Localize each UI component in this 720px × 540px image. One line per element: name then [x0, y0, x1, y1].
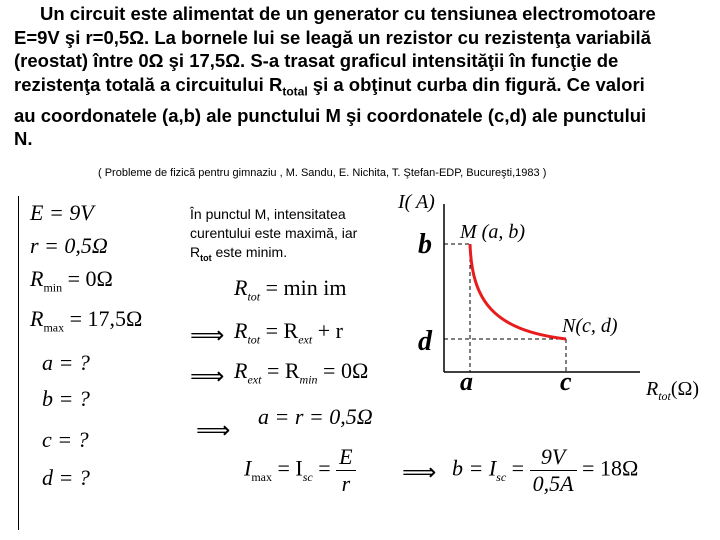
given-rmin-val: = 0Ω	[62, 266, 113, 291]
x-axis-label-r: R	[646, 378, 659, 400]
step-2-sub: tot	[247, 332, 261, 347]
unknown-b-text: b = ?	[42, 386, 90, 411]
step-6-b: b = I	[452, 455, 497, 481]
note-line-1: În punctul M, intensitatea	[190, 206, 346, 222]
step-2-R: R	[234, 318, 248, 343]
given-E-text: E = 9V	[30, 200, 94, 225]
note-line-3a: R	[190, 244, 201, 260]
step-3-mid: = R	[261, 358, 300, 383]
problem-line-5: au coordonatele (a,b) ale punctului M şi coordonatele (c,d) ale punctului	[14, 104, 647, 126]
step-4-text: a = r = 0,5Ω	[258, 404, 373, 429]
given-rmax-val: = 17,5Ω	[64, 306, 143, 331]
step-3-rest: = 0Ω	[317, 358, 369, 383]
problem-line-2: E=9V şi r=0,5Ω. La bornele lui se leagă un rezistor cu rezistenţa variabilă	[14, 26, 651, 48]
step-6-result: = 18Ω	[576, 455, 639, 481]
step-5-den: r	[341, 471, 351, 496]
x-axis-label-unit: (Ω)	[670, 378, 700, 400]
implies-arrow-2: ⟹	[190, 362, 225, 390]
step-1-rest: = min im	[260, 275, 347, 300]
step-5-sub2: sc	[302, 469, 313, 484]
note-line-3-sub: tot	[200, 252, 212, 263]
y-axis-label: I( A)	[398, 191, 435, 213]
problem-line-6: N.	[14, 128, 33, 150]
step-3-R: R	[234, 358, 248, 383]
step-5-mid: = I	[272, 455, 303, 481]
step-6-num: 9V	[530, 444, 577, 471]
step-6-sub: sc	[496, 469, 507, 484]
step-6-eq: =	[506, 455, 530, 481]
implies-arrow-1: ⟹	[190, 321, 225, 349]
step-2-rest: + r	[312, 318, 343, 343]
source-citation: ( Probleme de fizică pentru gimnaziu , M. Sandu, E. Nichita, T. Ştefan-EDP, Bucureşti,1983 )	[98, 167, 547, 179]
given-rmax-R: R	[30, 306, 44, 331]
problem-line-1: Un circuit este alimentat de un generator cu tensiunea electromotoare	[40, 3, 656, 24]
x-axis-label	[645, 378, 699, 403]
step-5-sub: max	[251, 469, 272, 484]
given-rmax-sub: max	[43, 320, 65, 335]
problem-line-4a: rezistenţa totală a circuitului R	[14, 73, 283, 95]
note-line-2: curentului este maximă, iar	[190, 225, 358, 241]
step-2-mid: = R	[260, 318, 299, 343]
step-3-sub2: min	[299, 372, 318, 387]
tick-d: d	[418, 326, 432, 357]
tick-c: c	[560, 367, 572, 396]
implies-arrow-4: ⟹	[402, 458, 437, 486]
step-5-eq: =	[312, 455, 337, 481]
given-rmin-R: R	[30, 266, 44, 291]
step-1-sub: tot	[247, 289, 261, 304]
given-r-text: r = 0,5Ω	[30, 233, 108, 258]
note-line-3b: este minim.	[211, 244, 288, 260]
unknown-c-text: c = ?	[42, 427, 89, 452]
step-5-num: E	[336, 444, 355, 471]
point-m-label: M (a, b)	[460, 221, 525, 243]
step-1-R: R	[234, 275, 248, 300]
current-curve	[470, 244, 566, 339]
step-5-I: I	[244, 455, 252, 481]
problem-line-3: (reostat) între 0Ω şi 17,5Ω. S-a trasat graficul intensităţii în funcţie de	[14, 50, 619, 71]
tick-b: b	[418, 229, 432, 260]
tick-a: a	[460, 367, 473, 396]
x-axis-label-sub: tot	[658, 389, 671, 403]
implies-arrow-3: ⟹	[196, 416, 231, 444]
unknown-d-text: d = ?	[42, 465, 90, 490]
problem-line-4b: şi a obţinut curba din figură. Ce valori	[307, 73, 645, 95]
unknown-a-text: a = ?	[42, 350, 90, 375]
problem-line-4-sub: total	[282, 84, 308, 99]
step-6-den: 0,5A	[532, 471, 574, 496]
point-n-label: N(c, d)	[562, 315, 618, 337]
step-3-sub: ext	[247, 372, 262, 387]
given-rmin-sub: min	[43, 280, 63, 295]
step-2-sub2: ext	[298, 332, 313, 347]
